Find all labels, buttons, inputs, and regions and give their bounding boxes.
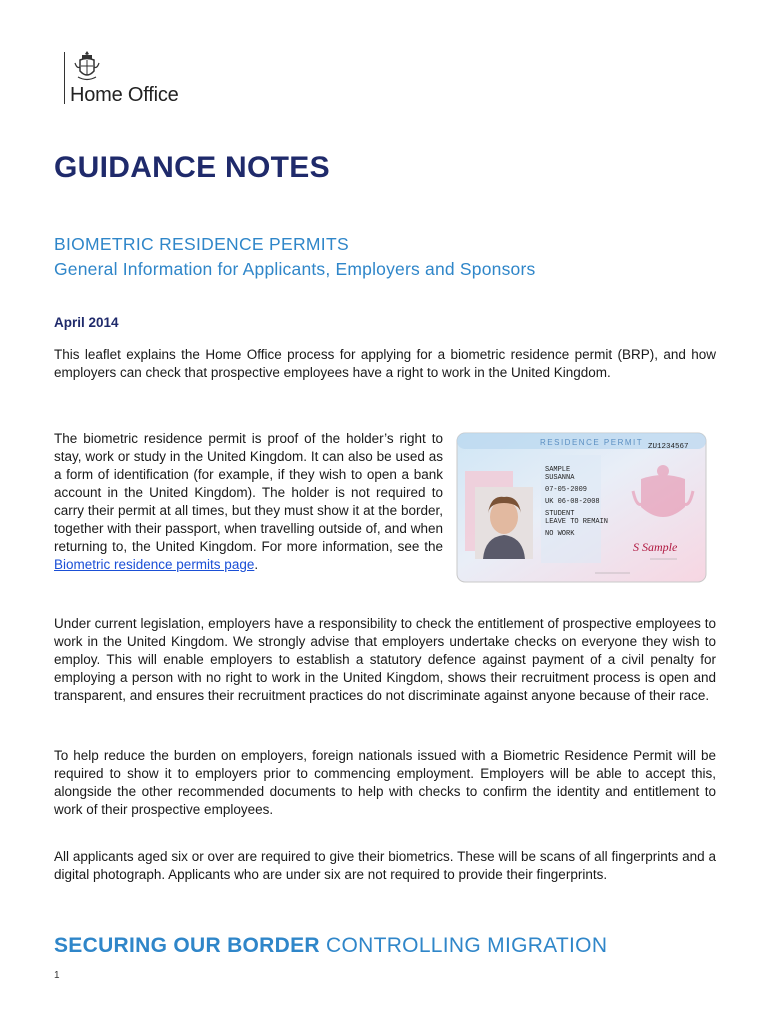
biometric-residence-permit-card-image: [455, 431, 708, 584]
biometric-residence-permits-link[interactable]: Biometric residence permits page: [54, 557, 255, 572]
biometrics-paragraph: All applicants aged six or over are required to give their biometrics. These will be scans of all fingerprints and a digital photograph. Applicants who are under six are not required to provide their fingerprints.: [54, 849, 716, 882]
reduce-burden-paragraph: To help reduce the burden on employers, foreign nationals issued with a Biometric Residence Permit will be required to show it to employers prior to commencing employment. Employers will be able to accept this, alongside the other recommended documents to help with checks to confirm the identity and entitlement to work of their prospective employees.: [54, 748, 716, 817]
card-header-text: RESIDENCE PERMIT: [540, 438, 644, 447]
card-number: ZU1234567: [648, 443, 689, 451]
card-status-2: LEAVE TO REMAIN: [545, 518, 609, 526]
footer-slogan-bold: SECURING OUR BORDER: [54, 934, 320, 957]
footer-slogan: [54, 934, 607, 958]
card-surname: SAMPLE: [545, 466, 571, 474]
brp-description-end: .: [254, 557, 259, 572]
page-number: 1: [54, 970, 60, 981]
employer-legislation-paragraph: Under current legislation, employers have a responsibility to check the entitlement of prospective employees to work in the United Kingdom. We strongly advise that employers undertake checks on everyone they wish to employ. This will enable employers to establish a statutory defence against payment of a civil penalty for employing a person with no right to work in the United Kingdom, shows their recruitment process is open and transparent, and ensures their recruitment practices do not discriminate against anyone because of their race.: [54, 616, 716, 703]
brp-description-text: The biometric residence permit is proof of the holder’s right to stay, work or study in the United Kingdom. It can also be used as a form of identification (for example, if they wish to open a bank account in the United Kingdom). The holder is not required to carry their permit at all times, but they must show it at the border, together with their passport, when travelling outside of, and when returning to, the United Kingdom. For more information, see the: [54, 431, 443, 554]
card-issue: UK 06-08-2008: [545, 498, 600, 506]
intro-paragraph: This leaflet explains the Home Office process for applying for a biometric residence permit (BRP), and how employers can check that prospective employees have a right to work in the United Kingdom.: [54, 347, 716, 380]
royal-crest-icon: [72, 49, 102, 83]
page-title: GUIDANCE NOTES: [54, 151, 330, 184]
org-name: Home Office: [70, 84, 179, 106]
subtitle-line-1: BIOMETRIC RESIDENCE PERMITS: [54, 234, 349, 254]
card-given-name: SUSANNA: [545, 474, 575, 482]
card-remarks: NO WORK: [545, 530, 575, 538]
publication-date: April 2014: [54, 315, 119, 330]
card-status-1: STUDENT: [545, 510, 575, 518]
logo-divider: [64, 52, 65, 104]
brp-description-paragraph: [54, 430, 443, 574]
card-dob: 07-05-2009: [545, 486, 588, 494]
home-office-logo: [64, 49, 204, 109]
footer-slogan-light: CONTROLLING MIGRATION: [319, 934, 608, 957]
card-signature: S Sample: [633, 540, 678, 554]
subtitle-line-2: General Information for Applicants, Employers and Sponsors: [54, 259, 536, 279]
